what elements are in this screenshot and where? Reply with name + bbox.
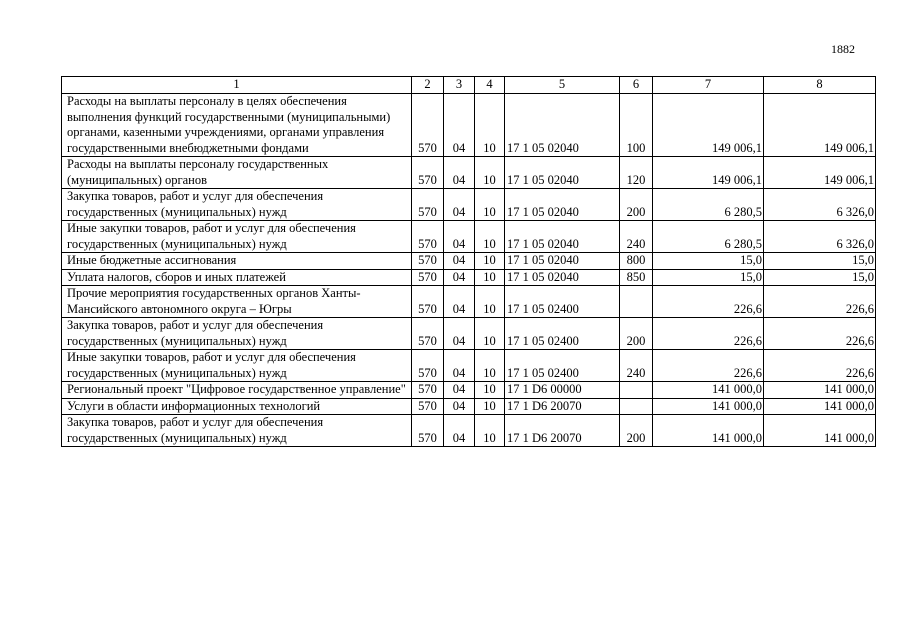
row-amount-cell: 226,6: [653, 350, 764, 382]
row-section-cell: 04: [444, 398, 475, 415]
row-subsection-cell: 10: [475, 398, 505, 415]
row-amount-cell: 226,6: [764, 318, 876, 350]
row-code-cell: 570: [412, 189, 444, 221]
row-name-cell: Закупка товаров, работ и услуг для обеспечения государственных (муниципальных) нужд: [62, 415, 412, 447]
row-subsection-cell: 10: [475, 382, 505, 399]
table-body: [62, 77, 876, 447]
row-type-cell: [620, 398, 653, 415]
row-amount-cell: 6 326,0: [764, 221, 876, 253]
header-cell: 8: [764, 77, 876, 94]
row-amount-cell: 226,6: [764, 286, 876, 318]
table-header-row: [62, 77, 876, 94]
row-name-cell: Закупка товаров, работ и услуг для обеспечения государственных (муниципальных) нужд: [62, 189, 412, 221]
row-type-cell: 200: [620, 318, 653, 350]
header-cell: 6: [620, 77, 653, 94]
row-target-cell: 17 1 05 02040: [505, 189, 620, 221]
page-number: 1882: [831, 42, 855, 56]
row-name-cell: Расходы на выплаты персоналу государственных (муниципальных) органов: [62, 157, 412, 189]
table-row: [62, 94, 876, 157]
row-code-cell: 570: [412, 286, 444, 318]
row-target-cell: 17 1 05 02040: [505, 269, 620, 286]
row-target-cell: 17 1 05 02040: [505, 221, 620, 253]
row-subsection-cell: 10: [475, 269, 505, 286]
row-subsection-cell: 10: [475, 350, 505, 382]
table-row: [62, 286, 876, 318]
row-code-cell: 570: [412, 318, 444, 350]
row-section-cell: 04: [444, 382, 475, 399]
row-subsection-cell: 10: [475, 318, 505, 350]
row-amount-cell: 226,6: [653, 286, 764, 318]
row-target-cell: 17 1 D6 20070: [505, 415, 620, 447]
row-name-cell: Иные бюджетные ассигнования: [62, 253, 412, 270]
table-row: [62, 189, 876, 221]
row-section-cell: 04: [444, 286, 475, 318]
row-code-cell: 570: [412, 398, 444, 415]
row-name-cell: Расходы на выплаты персоналу в целях обеспечения выполнения функций государственными (муниципальными) органами, казенными учреждениями, органами управления государственными внебюджетными фондами: [62, 94, 412, 157]
row-section-cell: 04: [444, 189, 475, 221]
row-subsection-cell: 10: [475, 415, 505, 447]
row-section-cell: 04: [444, 221, 475, 253]
row-amount-cell: 149 006,1: [653, 94, 764, 157]
row-amount-cell: 149 006,1: [764, 157, 876, 189]
header-cell: 5: [505, 77, 620, 94]
table-row: [62, 398, 876, 415]
table-row: [62, 382, 876, 399]
row-subsection-cell: 10: [475, 253, 505, 270]
row-code-cell: 570: [412, 221, 444, 253]
table-row: [62, 350, 876, 382]
row-name-cell: Иные закупки товаров, работ и услуг для обеспечения государственных (муниципальных) нужд: [62, 350, 412, 382]
row-subsection-cell: 10: [475, 189, 505, 221]
table-row: [62, 157, 876, 189]
row-section-cell: 04: [444, 415, 475, 447]
row-section-cell: 04: [444, 269, 475, 286]
header-cell: 3: [444, 77, 475, 94]
row-type-cell: 240: [620, 221, 653, 253]
row-type-cell: 240: [620, 350, 653, 382]
row-amount-cell: 141 000,0: [764, 382, 876, 399]
row-section-cell: 04: [444, 157, 475, 189]
row-target-cell: 17 1 D6 00000: [505, 382, 620, 399]
row-type-cell: 120: [620, 157, 653, 189]
table-row: [62, 253, 876, 270]
budget-table: [61, 76, 876, 447]
header-cell: 2: [412, 77, 444, 94]
row-amount-cell: 141 000,0: [653, 382, 764, 399]
row-subsection-cell: 10: [475, 286, 505, 318]
row-name-cell: Прочие мероприятия государственных органов Ханты-Мансийского автономного округа – Югры: [62, 286, 412, 318]
row-name-cell: Услуги в области информационных технологий: [62, 398, 412, 415]
row-code-cell: 570: [412, 382, 444, 399]
row-subsection-cell: 10: [475, 94, 505, 157]
row-subsection-cell: 10: [475, 221, 505, 253]
row-amount-cell: 149 006,1: [653, 157, 764, 189]
row-section-cell: 04: [444, 350, 475, 382]
row-code-cell: 570: [412, 269, 444, 286]
row-type-cell: 100: [620, 94, 653, 157]
table-row: [62, 269, 876, 286]
row-type-cell: 200: [620, 189, 653, 221]
row-amount-cell: 15,0: [653, 253, 764, 270]
row-type-cell: 850: [620, 269, 653, 286]
row-amount-cell: 141 000,0: [764, 398, 876, 415]
row-code-cell: 570: [412, 253, 444, 270]
row-type-cell: 200: [620, 415, 653, 447]
row-amount-cell: 15,0: [764, 253, 876, 270]
row-target-cell: 17 1 05 02040: [505, 253, 620, 270]
row-name-cell: Иные закупки товаров, работ и услуг для обеспечения государственных (муниципальных) нужд: [62, 221, 412, 253]
header-cell: 4: [475, 77, 505, 94]
row-amount-cell: 6 280,5: [653, 189, 764, 221]
row-name-cell: Закупка товаров, работ и услуг для обеспечения государственных (муниципальных) нужд: [62, 318, 412, 350]
row-target-cell: 17 1 05 02400: [505, 350, 620, 382]
row-amount-cell: 141 000,0: [653, 415, 764, 447]
row-amount-cell: 141 000,0: [764, 415, 876, 447]
row-amount-cell: 6 280,5: [653, 221, 764, 253]
row-amount-cell: 6 326,0: [764, 189, 876, 221]
header-cell: 1: [62, 77, 412, 94]
row-type-cell: 800: [620, 253, 653, 270]
row-code-cell: 570: [412, 94, 444, 157]
row-section-cell: 04: [444, 253, 475, 270]
row-subsection-cell: 10: [475, 157, 505, 189]
row-amount-cell: 226,6: [764, 350, 876, 382]
header-cell: 7: [653, 77, 764, 94]
row-type-cell: [620, 286, 653, 318]
table-row: [62, 318, 876, 350]
table-row: [62, 221, 876, 253]
row-target-cell: 17 1 05 02400: [505, 286, 620, 318]
row-amount-cell: 15,0: [653, 269, 764, 286]
row-code-cell: 570: [412, 157, 444, 189]
row-section-cell: 04: [444, 318, 475, 350]
row-target-cell: 17 1 05 02400: [505, 318, 620, 350]
row-type-cell: [620, 382, 653, 399]
row-amount-cell: 149 006,1: [764, 94, 876, 157]
row-section-cell: 04: [444, 94, 475, 157]
row-target-cell: 17 1 D6 20070: [505, 398, 620, 415]
row-amount-cell: 226,6: [653, 318, 764, 350]
row-target-cell: 17 1 05 02040: [505, 157, 620, 189]
row-amount-cell: 15,0: [764, 269, 876, 286]
row-amount-cell: 141 000,0: [653, 398, 764, 415]
row-code-cell: 570: [412, 415, 444, 447]
row-target-cell: 17 1 05 02040: [505, 94, 620, 157]
row-name-cell: Уплата налогов, сборов и иных платежей: [62, 269, 412, 286]
row-code-cell: 570: [412, 350, 444, 382]
row-name-cell: Региональный проект "Цифровое государственное управление": [62, 382, 412, 399]
table-row: [62, 415, 876, 447]
